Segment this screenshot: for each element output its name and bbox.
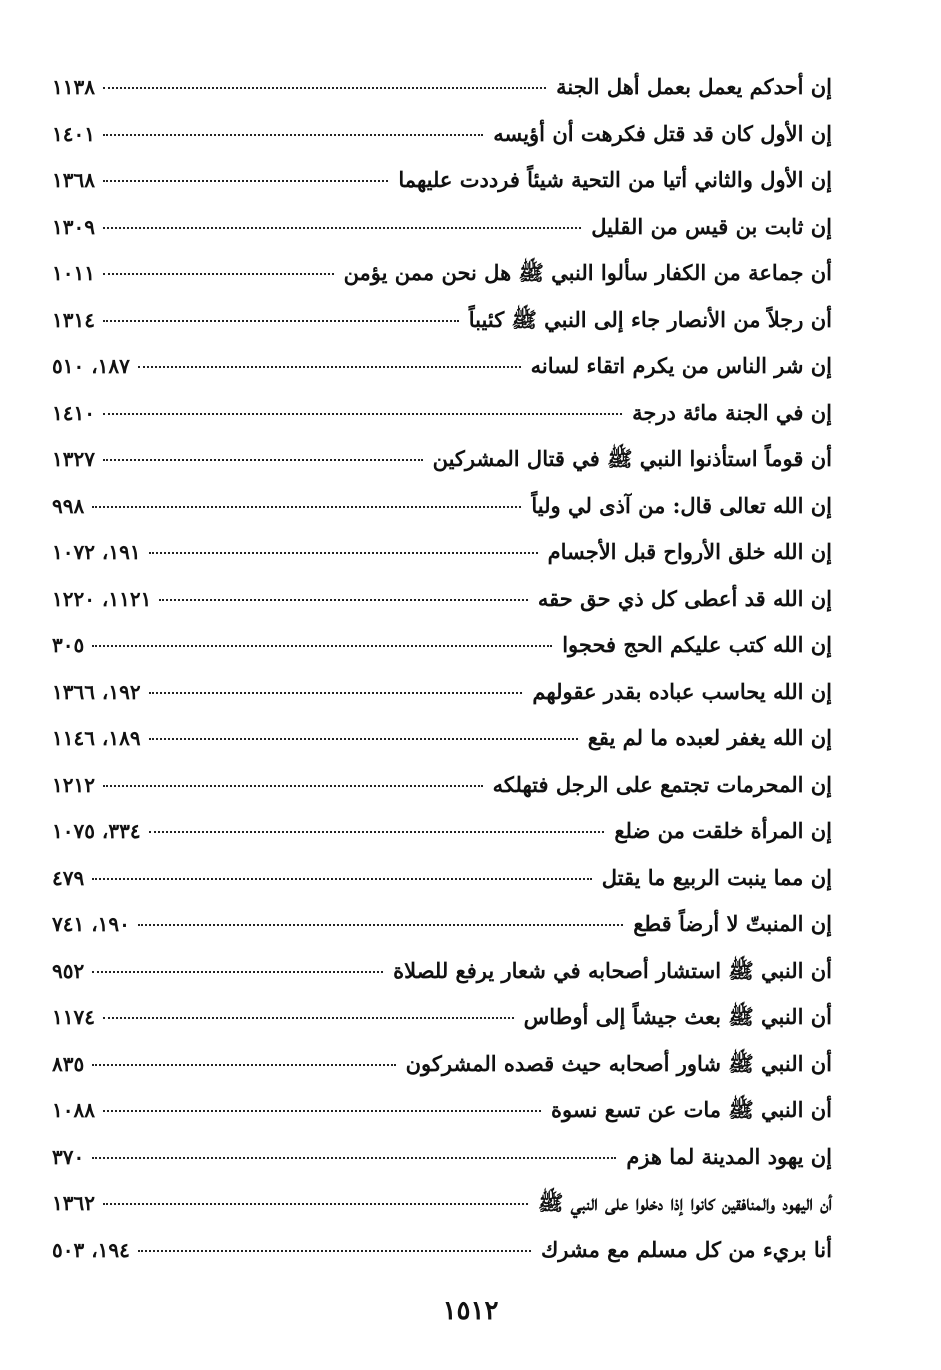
index-entry: [52, 1134, 832, 1181]
index-entry: [52, 297, 832, 344]
hadith-text: إن الله يغفر لعبده ما لم يقع: [587, 725, 832, 750]
index-entry: [52, 576, 832, 623]
index-entry: [52, 808, 832, 855]
dot-leader: [103, 320, 459, 322]
page-references: ١٣٦٢: [52, 1191, 95, 1215]
dot-leader: [92, 1064, 395, 1066]
index-entry: [52, 436, 832, 483]
index-entry: [52, 715, 832, 762]
hadith-text: أن النبي ﷺ بعث جيشاً إلى أوطاس: [523, 1004, 832, 1029]
index-entry: [52, 343, 832, 390]
page-references: ٩٥٢: [52, 958, 85, 983]
hadith-text: إن مما ينبت الربيع ما يقتل: [601, 864, 832, 890]
dot-leader: [138, 366, 521, 368]
page-references: ١١٣٨: [52, 75, 95, 99]
dot-leader: [92, 506, 521, 508]
hadith-text: أن رجلاً من الأنصار جاء إلى النبي ﷺ كئيباً: [468, 306, 832, 332]
dot-leader: [103, 180, 388, 182]
index-entry: [52, 1227, 832, 1274]
page-references: ٨٣٥: [52, 1051, 85, 1076]
dot-leader: [138, 924, 623, 926]
page-references: ١٠٨٨: [52, 1098, 95, 1122]
index-entry: [52, 994, 832, 1041]
page-references: ١٩٢، ١٣٦٦: [52, 679, 141, 704]
page-references: ١٣٢٧: [52, 447, 95, 471]
index-entry: [52, 622, 832, 669]
hadith-text: إن المرأة خلقت من ضلع: [614, 818, 832, 843]
page-references: ٣٣٤، ١٠٧٥: [52, 819, 141, 843]
dot-leader: [103, 785, 483, 787]
page-references: ١٩٤، ٥٠٣: [52, 1237, 130, 1262]
hadith-text: إن المحرمات تجتمع على الرجل فتهلكه: [492, 771, 832, 797]
index-entry: [52, 529, 832, 576]
hadith-text: إن الأول كان قد قتل فكرهت أن أؤيسه: [493, 120, 832, 146]
hadith-text: إن في الجنة مائة درجة: [632, 399, 832, 425]
dot-leader: [149, 831, 605, 833]
dot-leader: [138, 1250, 531, 1252]
hadith-text: أن اليهود والمنافقين كانوا إذا دخلوا على النبي ﷺ: [538, 1190, 832, 1215]
index-entry: [52, 855, 832, 902]
hadith-text: أن النبي ﷺ استشار أصحابه في شعار يرفع للصلاة: [393, 957, 832, 983]
hadith-text: إن الله تعالى قال: من آذى لي ولياً: [531, 492, 832, 518]
hadith-text: أن قوماً استأذنوا النبي ﷺ في قتال المشركين: [432, 446, 832, 471]
dot-leader: [103, 413, 622, 415]
index-entry: [52, 157, 832, 204]
index-entry: [52, 901, 832, 948]
hadith-text: أن النبي ﷺ شاور أصحابه حيث قصده المشركون: [405, 1050, 832, 1076]
dot-leader: [103, 1017, 514, 1019]
index-entry: [52, 390, 832, 437]
page-references: ١٣١٤: [52, 307, 95, 332]
hadith-text: أنا بريء من كل مسلم مع مشرك: [540, 1236, 832, 1262]
hadith-text: إن يهود المدينة لما هزم: [626, 1143, 832, 1169]
index-entry: [52, 204, 832, 251]
index-entry: [52, 762, 832, 809]
hadith-text: أن جماعة من الكفار سألوا النبي ﷺ هل نحن ممن يؤمن: [343, 260, 832, 285]
page-number: ١٥١٢: [442, 1296, 499, 1326]
hadith-text: إن الله يحاسب عباده بقدر عقولهم: [532, 678, 832, 704]
page-references: ١٤٠١: [52, 121, 95, 146]
dot-leader: [92, 1157, 616, 1159]
index-entry: [52, 64, 832, 111]
hadith-text: إن أحدكم يعمل بعمل أهل الجنة: [556, 74, 832, 99]
page-references: ١٨٩، ١١٤٦: [52, 726, 141, 750]
dot-leader: [92, 971, 383, 973]
hadith-text: أن النبي ﷺ مات عن تسع نسوة: [550, 1097, 832, 1122]
index-entry: [52, 669, 832, 716]
hadith-text: إن الله خلق الأرواح قبل الأجسام: [547, 539, 832, 564]
page-references: ١٨٧، ٥١٠: [52, 354, 130, 378]
dot-leader: [103, 459, 423, 461]
index-entry: [52, 111, 832, 158]
dot-leader: [103, 87, 546, 89]
index-entry: [52, 1041, 832, 1088]
dot-leader: [149, 552, 538, 554]
hadith-text: إن شر الناس من يكرم اتقاء لسانه: [530, 353, 832, 378]
page-references: ١٩٠، ٧٤١: [52, 912, 130, 936]
dot-leader: [103, 1203, 528, 1205]
index-entry: [52, 250, 832, 297]
page-references: ١٢١٢: [52, 772, 95, 797]
hadith-text: إن الأول والثاني أتيا من التحية شيئاً فرددت عليهما: [398, 167, 832, 192]
page-references: ٣٧٠: [52, 1144, 85, 1169]
hadith-text: إن الله كتب عليكم الحج فحجوا: [562, 632, 832, 657]
hadith-text: إن ثابت بن قيس من القليل: [591, 213, 832, 239]
dot-leader: [92, 878, 591, 880]
hadith-text: إن المنبتّ لا أرضاً قطع: [633, 911, 832, 936]
page-references: ١٣٦٨: [52, 168, 95, 192]
page-references: ٤٧٩: [52, 865, 85, 890]
page-references: ٩٩٨: [52, 493, 85, 518]
dot-leader: [103, 134, 483, 136]
index-entry: [52, 1180, 832, 1227]
index-entry: [52, 1087, 832, 1134]
dot-leader: [92, 645, 552, 647]
dot-leader: [103, 1110, 541, 1112]
dot-leader: [149, 692, 523, 694]
dot-leader: [103, 227, 581, 229]
page-references: ١٩١، ١٠٧٢: [52, 540, 141, 564]
index-entry: [52, 483, 832, 530]
page-references: ١١٢١، ١٢٢٠: [52, 586, 152, 611]
page-references: ١١٧٤: [52, 1005, 95, 1029]
page-references: ١٤١٠: [52, 400, 95, 425]
dot-leader: [149, 738, 578, 740]
page-references: ١٠١١: [52, 261, 95, 285]
dot-leader: [103, 273, 334, 275]
dot-leader: [159, 599, 528, 601]
page-references: ١٣٠٩: [52, 214, 95, 239]
hadith-index-list: [52, 64, 832, 1273]
page-references: ٣٠٥: [52, 633, 85, 657]
hadith-text: إن الله قد أعطى كل ذي حق حقه: [537, 585, 832, 611]
index-entry: [52, 948, 832, 995]
